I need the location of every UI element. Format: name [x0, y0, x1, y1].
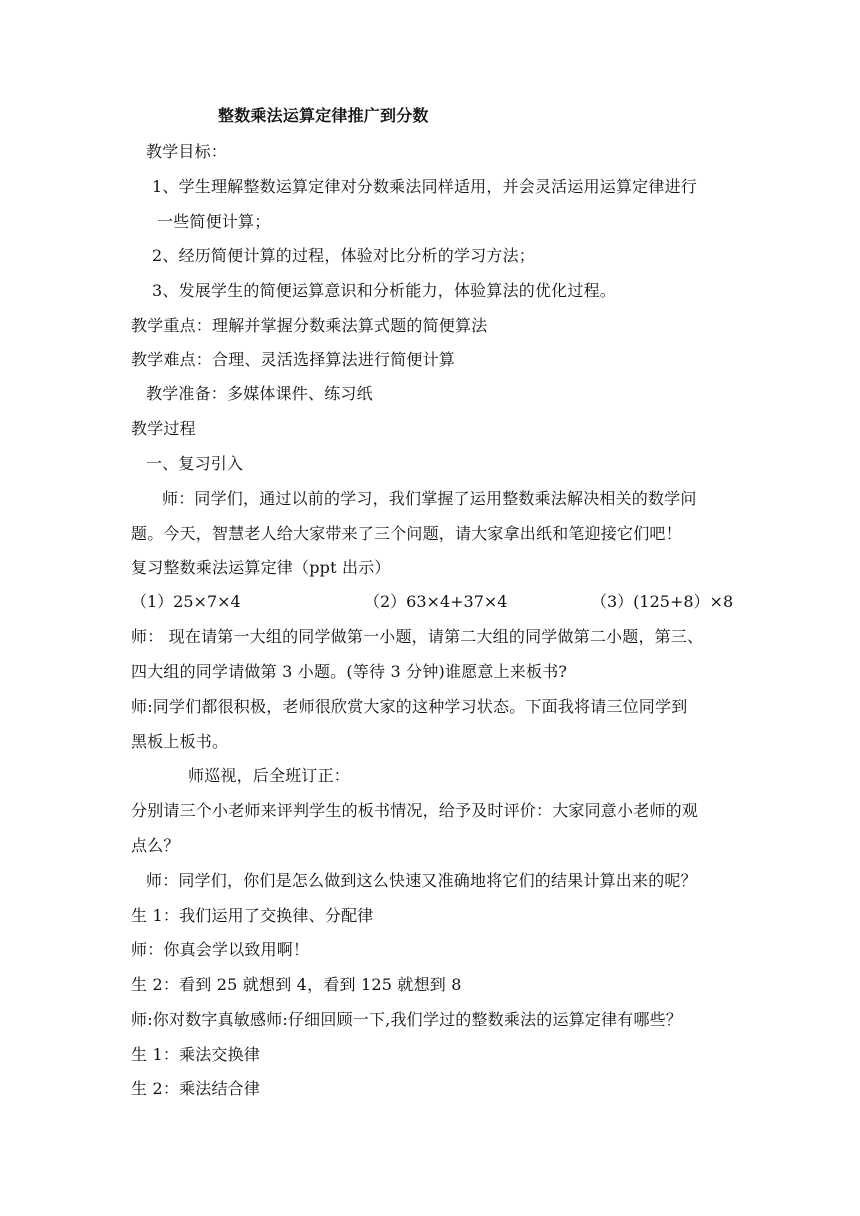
objective-1-line-1: 1、学生理解整数运算定律对分数乘法同样适用，并会灵活运用运算定律进行: [152, 177, 697, 196]
teacher-question: 师：同学们，你们是怎么做到这么快速又准确地将它们的结果计算出来的呢？: [146, 871, 697, 890]
objective-3: 3、发展学生的简便运算意识和分析能力，体验算法的优化过程。: [152, 281, 616, 300]
objective-2: 2、经历简便计算的过程，体验对比分析的学习方法；: [152, 246, 535, 265]
objectives-heading: 教学目标：: [146, 142, 228, 161]
review-line: 复习整数乘法运算定律（ppt 出示）: [131, 558, 391, 577]
student-answer-4: 生 2：乘法结合律: [131, 1079, 261, 1098]
key-point: 教学重点：理解并掌握分数乘法算式题的简便算法: [131, 316, 488, 335]
problem-3: （3）(125+8）×8: [591, 592, 734, 611]
paragraph-5: 师:你对数字真敏感师:仔细回顾一下,我们学过的整数乘法的运算定律有哪些？: [131, 1010, 683, 1029]
paragraph-4-line-2: 点么？: [131, 836, 180, 855]
teacher-praise: 师：你真会学以致用啊！: [131, 940, 310, 959]
student-answer-3: 生 1：乘法交换律: [131, 1045, 261, 1064]
document-title: 整数乘法运算定律推广到分数: [218, 106, 429, 125]
paragraph-3-line-2: 黑板上板书。: [131, 732, 229, 751]
paragraph-2-line-2: 四大组的同学请做第 3 小题。(等待 3 分钟)谁愿意上来板书?: [131, 662, 568, 681]
preparation: 教学准备：多媒体课件、练习纸: [146, 384, 373, 403]
patrol-line: 师巡视，后全班订正：: [188, 766, 351, 785]
student-answer-2: 生 2：看到 25 就想到 4，看到 125 就想到 8: [131, 975, 462, 994]
student-answer-1: 生 1：我们运用了交换律、分配律: [131, 906, 374, 925]
paragraph-1-line-1: 师：同学们，通过以前的学习，我们掌握了运用整数乘法解决相关的数学问: [162, 489, 697, 508]
process-heading: 教学过程: [131, 419, 196, 438]
objective-1-line-2: 一些简便计算；: [157, 212, 271, 231]
section-1-heading: 一、复习引入: [146, 454, 244, 473]
paragraph-1-line-2: 题。今天，智慧老人给大家带来了三个问题，请大家拿出纸和笔迎接它们吧！: [131, 524, 682, 543]
paragraph-2-line-1: 师： 现在请第一大组的同学做第一小题，请第二大组的同学做第二小题，第三、: [131, 627, 704, 646]
difficulty: 教学难点：合理、灵活选择算法进行简便计算: [131, 350, 456, 369]
paragraph-4-line-1: 分别请三个小老师来评判学生的板书情况，给予及时评价：大家同意小老师的观: [131, 801, 699, 820]
problem-2: （2）63×4+37×4: [364, 592, 508, 611]
problem-1: （1）25×7×4: [131, 592, 241, 611]
paragraph-3-line-1: 师:同学们都很积极，老师很欣赏大家的这种学习状态。下面我将请三位同学到: [131, 697, 688, 716]
